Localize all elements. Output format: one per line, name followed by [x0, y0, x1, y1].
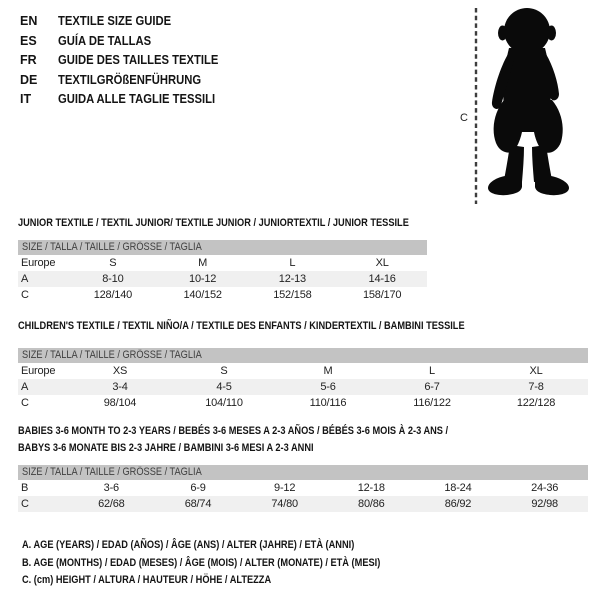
guide-title: TEXTILGRÖßENFÜHRUNG	[58, 72, 202, 87]
height-cell: 80/86	[358, 498, 385, 510]
section-title-line2	[18, 440, 588, 457]
language-row-it	[20, 90, 236, 110]
age-cell: 3-6	[103, 482, 119, 494]
height-cell: 158/170	[362, 289, 402, 301]
age-cell: 6-9	[190, 482, 206, 494]
age-cell: 3-4	[112, 381, 128, 393]
age-cell: 5-6	[320, 381, 336, 393]
language-code: DE	[20, 72, 38, 87]
size-header-text: SIZE / TALLA / TAILLE / GRÖSSE / TAGLIA	[22, 349, 202, 361]
age-cell: 24-36	[531, 482, 559, 494]
childrens-size-table	[18, 363, 588, 411]
section-title-text: CHILDREN'S TEXTILE / TEXTIL NIÑO/A / TEXTILE DES ENFANTS / KINDERTEXTIL / BAMBINI TESSILE	[18, 320, 465, 332]
size-header-text: SIZE / TALLA / TAILLE / GRÖSSE / TAGLIA	[22, 466, 202, 478]
junior-textile-section	[18, 217, 427, 303]
height-cell: 86/92	[444, 498, 472, 510]
language-title-list	[20, 12, 236, 110]
section-title-text: BABIES 3-6 MONTH TO 2-3 YEARS / BEBÉS 3-6 MESES A 2-3 AÑOS / BÉBÉS 3-6 MOIS À 2-3 ANS /	[18, 425, 449, 437]
language-code: ES	[20, 33, 37, 48]
height-cell: 98/104	[103, 397, 137, 409]
height-cell: 110/116	[309, 397, 347, 409]
babies-textile-section	[18, 423, 588, 512]
section-title-text: JUNIOR TEXTILE / TEXTIL JUNIOR/ TEXTILE JUNIOR / JUNIORTEXTIL / JUNIOR TESSILE	[18, 217, 409, 229]
age-cell: 7-8	[528, 381, 544, 393]
childrens-textile-section	[18, 320, 588, 411]
table-row-height	[18, 496, 588, 512]
table-row-europe	[18, 255, 427, 271]
height-measurement-figure	[450, 0, 600, 212]
height-cell: 68/74	[184, 498, 212, 510]
section-title	[18, 423, 588, 440]
height-cell: 152/158	[273, 289, 312, 301]
junior-size-table	[18, 255, 427, 303]
height-cell: 74/80	[271, 498, 298, 510]
legend-text: A. AGE (YEARS) / EDAD (AÑOS) / ÂGE (ANS) / ALTER (JAHRE) / ETÀ (ANNI)	[22, 539, 355, 551]
table-row-europe	[18, 363, 588, 379]
guide-title: GUIDE DES TAILLES TEXTILE	[58, 53, 219, 67]
height-cell: 104/110	[205, 397, 243, 409]
size-cell: XL	[529, 365, 543, 377]
row-label: B	[21, 482, 29, 494]
legend-text: C. (cm) HEIGHT / ALTURA / HAUTEUR / HÖHE / ALTEZZA	[22, 574, 272, 586]
section-title	[18, 217, 427, 229]
size-cell: L	[289, 257, 296, 269]
language-row-de	[20, 71, 236, 91]
table-row-height	[18, 395, 588, 411]
row-label: C	[21, 498, 29, 510]
table-row-age	[18, 271, 427, 287]
age-cell: 8-10	[102, 273, 124, 285]
height-cell: 116/122	[413, 397, 451, 409]
height-cell: 122/128	[516, 397, 556, 409]
baby-silhouette-icon	[450, 0, 600, 212]
size-header-bar	[18, 465, 588, 480]
size-cell: XL	[375, 257, 389, 269]
guide-title: GUÍA DE TALLAS	[58, 33, 152, 48]
guide-title: GUIDA ALLE TAGLIE TESSILI	[58, 92, 216, 106]
height-cell: 140/152	[183, 289, 222, 301]
row-label: Europe	[21, 257, 56, 269]
babies-size-table	[18, 480, 588, 512]
height-cell: 128/140	[93, 289, 133, 301]
height-cell: 62/68	[98, 498, 125, 510]
table-row-height	[18, 287, 427, 303]
age-cell: 10-12	[189, 273, 217, 285]
row-label: C	[21, 289, 29, 301]
measurement-legend	[22, 537, 449, 590]
row-label: C	[21, 397, 29, 409]
size-cell: S	[109, 257, 117, 269]
age-cell: 6-7	[424, 381, 440, 393]
legend-line-c	[22, 572, 449, 590]
row-label: Europe	[21, 365, 56, 377]
section-title	[18, 320, 588, 332]
row-label: A	[21, 273, 29, 285]
age-cell: 18-24	[444, 482, 472, 494]
size-cell: XS	[112, 365, 128, 377]
language-code: IT	[20, 92, 32, 106]
size-cell: L	[429, 365, 435, 377]
size-cell: M	[198, 257, 208, 269]
baby-silhouette	[488, 8, 569, 195]
size-cell: M	[323, 365, 333, 377]
age-cell: 14-16	[368, 273, 396, 285]
section-title-text: BABYS 3-6 MONATE BIS 2-3 JAHRE / BAMBINI 3-6 MESI A 2-3 ANNI	[18, 442, 314, 454]
size-header-text: SIZE / TALLA / TAILLE / GRÖSSE / TAGLIA	[22, 241, 202, 253]
language-row-es	[20, 32, 236, 52]
size-header-bar	[18, 240, 427, 255]
table-row-age	[18, 379, 588, 395]
age-cell: 4-5	[216, 381, 232, 393]
legend-text: B. AGE (MONTHS) / EDAD (MESES) / ÂGE (MOIS) / ALTER (MONATE) / ETÀ (MESI)	[22, 556, 381, 569]
height-cell: 92/98	[531, 498, 558, 510]
size-header-bar	[18, 348, 588, 363]
height-measure-label: C	[460, 112, 468, 124]
table-row-age-months	[18, 480, 588, 496]
language-row-en	[20, 12, 236, 32]
age-cell: 12-18	[357, 482, 385, 494]
row-label: A	[21, 381, 29, 393]
language-row-fr	[20, 51, 236, 71]
size-cell: S	[220, 365, 228, 377]
legend-line-a	[22, 537, 449, 555]
language-code: FR	[20, 53, 37, 67]
legend-line-b	[22, 555, 449, 573]
age-cell: 9-12	[274, 482, 296, 494]
age-cell: 12-13	[278, 273, 306, 285]
guide-title: TEXTILE SIZE GUIDE	[58, 14, 172, 28]
language-code: EN	[20, 14, 38, 28]
